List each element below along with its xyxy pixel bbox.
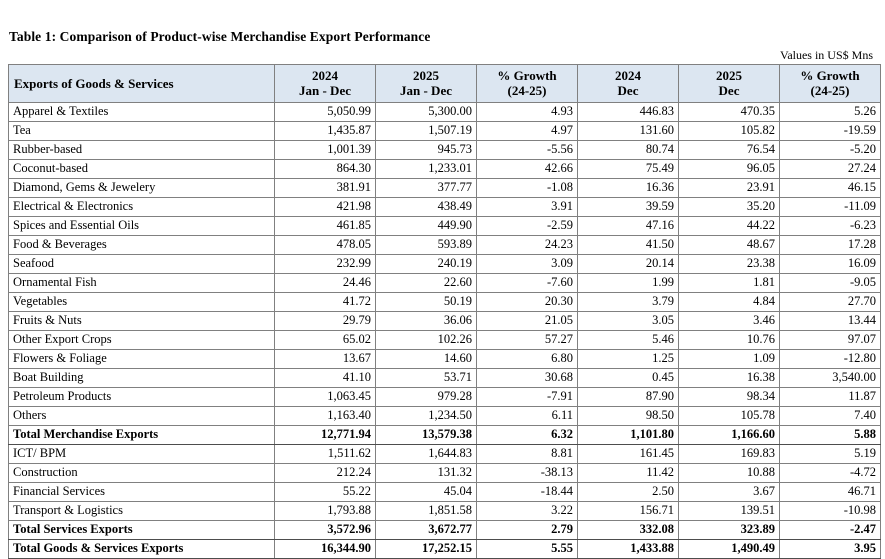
cell-2024-dec: 80.74 <box>578 141 679 160</box>
cell-2025-jan-dec: 5,300.00 <box>376 103 477 122</box>
table-row <box>9 293 881 312</box>
cell-2025-jan-dec: 45.04 <box>376 483 477 502</box>
table-row <box>9 255 881 274</box>
table-row <box>9 464 881 483</box>
cell-2024-jan-dec: 1,001.39 <box>275 141 376 160</box>
cell-2024-jan-dec: 1,793.88 <box>275 502 376 521</box>
column-header-2024-dec <box>578 65 679 103</box>
cell-2025-jan-dec: 14.60 <box>376 350 477 369</box>
cell-growth-annual: -5.56 <box>477 141 578 160</box>
column-header-growth-monthly <box>780 65 881 103</box>
cell-2024-jan-dec: 421.98 <box>275 198 376 217</box>
cell-2025-dec: 96.05 <box>679 160 780 179</box>
cell-growth-monthly: -12.80 <box>780 350 881 369</box>
cell-2025-dec: 44.22 <box>679 217 780 236</box>
cell-2025-dec: 470.35 <box>679 103 780 122</box>
cell-2024-jan-dec: 29.79 <box>275 312 376 331</box>
cell-2025-dec: 1.09 <box>679 350 780 369</box>
cell-growth-monthly: 97.07 <box>780 331 881 350</box>
cell-growth-monthly: 17.28 <box>780 236 881 255</box>
cell-growth-monthly: 16.09 <box>780 255 881 274</box>
cell-2024-jan-dec: 1,063.45 <box>275 388 376 407</box>
cell-2024-jan-dec: 5,050.99 <box>275 103 376 122</box>
column-header-growth-monthly-range: (24-25) <box>810 83 850 98</box>
cell-2024-jan-dec: 212.24 <box>275 464 376 483</box>
column-header-exports-line1: Exports of Goods & Services <box>14 75 174 91</box>
cell-2024-dec: 0.45 <box>578 369 679 388</box>
table-row <box>9 103 881 122</box>
cell-growth-monthly: -9.05 <box>780 274 881 293</box>
table-row <box>9 122 881 141</box>
cell-2024-jan-dec: 16,344.90 <box>275 540 376 559</box>
cell-2025-dec: 3.67 <box>679 483 780 502</box>
cell-2025-dec: 10.88 <box>679 464 780 483</box>
cell-growth-monthly: 3.95 <box>780 540 881 559</box>
cell-2024-dec: 75.49 <box>578 160 679 179</box>
cell-growth-annual: 20.30 <box>477 293 578 312</box>
cell-growth-monthly: -19.59 <box>780 122 881 141</box>
cell-2024-jan-dec: 864.30 <box>275 160 376 179</box>
cell-2025-jan-dec: 22.60 <box>376 274 477 293</box>
cell-2025-dec: 139.51 <box>679 502 780 521</box>
cell-2025-jan-dec: 1,234.50 <box>376 407 477 426</box>
cell-growth-monthly: 46.15 <box>780 179 881 198</box>
table-row <box>9 217 881 236</box>
cell-2025-jan-dec: 240.19 <box>376 255 477 274</box>
cell-2025-jan-dec: 50.19 <box>376 293 477 312</box>
row-label: Diamond, Gems & Jewelery <box>9 179 275 198</box>
cell-2025-dec: 23.91 <box>679 179 780 198</box>
cell-2024-dec: 446.83 <box>578 103 679 122</box>
cell-2025-jan-dec: 945.73 <box>376 141 477 160</box>
cell-2024-jan-dec: 478.05 <box>275 236 376 255</box>
cell-2024-dec: 16.36 <box>578 179 679 198</box>
cell-growth-annual: 4.97 <box>477 122 578 141</box>
cell-2025-jan-dec: 102.26 <box>376 331 477 350</box>
cell-growth-annual: 3.91 <box>477 198 578 217</box>
cell-growth-monthly: -5.20 <box>780 141 881 160</box>
cell-2025-dec: 4.84 <box>679 293 780 312</box>
cell-2024-jan-dec: 41.72 <box>275 293 376 312</box>
cell-2025-dec: 23.38 <box>679 255 780 274</box>
table-row <box>9 483 881 502</box>
column-header-growth-annual-title: % Growth <box>497 68 557 83</box>
cell-growth-monthly: -6.23 <box>780 217 881 236</box>
cell-2024-jan-dec: 1,435.87 <box>275 122 376 141</box>
cell-2025-dec: 35.20 <box>679 198 780 217</box>
table-row <box>9 331 881 350</box>
cell-2024-dec: 3.05 <box>578 312 679 331</box>
table-row <box>9 236 881 255</box>
cell-growth-annual: -7.60 <box>477 274 578 293</box>
row-label: Seafood <box>9 255 275 274</box>
column-header-exports <box>9 65 275 103</box>
row-label: Rubber-based <box>9 141 275 160</box>
cell-2025-dec: 1,490.49 <box>679 540 780 559</box>
cell-2024-dec: 1,101.80 <box>578 426 679 445</box>
cell-2024-jan-dec: 1,163.40 <box>275 407 376 426</box>
cell-2024-jan-dec: 65.02 <box>275 331 376 350</box>
row-label: Petroleum Products <box>9 388 275 407</box>
cell-2024-dec: 20.14 <box>578 255 679 274</box>
table-row <box>9 198 881 217</box>
cell-2025-jan-dec: 593.89 <box>376 236 477 255</box>
cell-2024-dec: 41.50 <box>578 236 679 255</box>
cell-growth-monthly: -10.98 <box>780 502 881 521</box>
cell-2025-jan-dec: 17,252.15 <box>376 540 477 559</box>
cell-2024-jan-dec: 232.99 <box>275 255 376 274</box>
cell-growth-monthly: 5.88 <box>780 426 881 445</box>
cell-2025-jan-dec: 36.06 <box>376 312 477 331</box>
cell-2024-dec: 1,433.88 <box>578 540 679 559</box>
table-row <box>9 540 881 559</box>
cell-2024-jan-dec: 3,572.96 <box>275 521 376 540</box>
cell-growth-monthly: -2.47 <box>780 521 881 540</box>
cell-2024-dec: 5.46 <box>578 331 679 350</box>
cell-growth-annual: 6.32 <box>477 426 578 445</box>
column-header-2024-jan-dec-year: 2024 <box>312 68 338 83</box>
cell-2024-jan-dec: 12,771.94 <box>275 426 376 445</box>
cell-2025-jan-dec: 1,644.83 <box>376 445 477 464</box>
row-label: Ornamental Fish <box>9 274 275 293</box>
cell-2024-jan-dec: 13.67 <box>275 350 376 369</box>
cell-2024-dec: 11.42 <box>578 464 679 483</box>
cell-2025-jan-dec: 1,233.01 <box>376 160 477 179</box>
table-header <box>9 65 881 103</box>
cell-2024-dec: 47.16 <box>578 217 679 236</box>
cell-2024-dec: 98.50 <box>578 407 679 426</box>
cell-growth-annual: -7.91 <box>477 388 578 407</box>
cell-2024-dec: 39.59 <box>578 198 679 217</box>
row-label: Fruits & Nuts <box>9 312 275 331</box>
table-row <box>9 502 881 521</box>
cell-growth-annual: -38.13 <box>477 464 578 483</box>
cell-2025-dec: 1.81 <box>679 274 780 293</box>
cell-2024-dec: 332.08 <box>578 521 679 540</box>
table-row <box>9 388 881 407</box>
cell-2025-dec: 16.38 <box>679 369 780 388</box>
cell-2024-dec: 3.79 <box>578 293 679 312</box>
row-label: Spices and Essential Oils <box>9 217 275 236</box>
row-label: Apparel & Textiles <box>9 103 275 122</box>
cell-growth-annual: -1.08 <box>477 179 578 198</box>
row-label: Others <box>9 407 275 426</box>
cell-growth-annual: 4.93 <box>477 103 578 122</box>
row-label: Total Services Exports <box>9 521 275 540</box>
cell-2025-jan-dec: 131.32 <box>376 464 477 483</box>
cell-2024-jan-dec: 24.46 <box>275 274 376 293</box>
cell-2025-jan-dec: 438.49 <box>376 198 477 217</box>
cell-2025-dec: 76.54 <box>679 141 780 160</box>
cell-2025-dec: 105.82 <box>679 122 780 141</box>
cell-2024-dec: 2.50 <box>578 483 679 502</box>
cell-2025-jan-dec: 53.71 <box>376 369 477 388</box>
cell-2025-dec: 98.34 <box>679 388 780 407</box>
column-header-2025-jan-dec-period: Jan - Dec <box>400 83 452 98</box>
cell-growth-monthly: 3,540.00 <box>780 369 881 388</box>
cell-2024-jan-dec: 1,511.62 <box>275 445 376 464</box>
cell-growth-annual: 6.80 <box>477 350 578 369</box>
cell-2024-dec: 131.60 <box>578 122 679 141</box>
cell-2024-dec: 156.71 <box>578 502 679 521</box>
row-label: Flowers & Foliage <box>9 350 275 369</box>
row-label: Total Goods & Services Exports <box>9 540 275 559</box>
cell-growth-annual: 3.09 <box>477 255 578 274</box>
table-row <box>9 445 881 464</box>
cell-growth-monthly: -11.09 <box>780 198 881 217</box>
cell-2025-dec: 10.76 <box>679 331 780 350</box>
row-label: ICT/ BPM <box>9 445 275 464</box>
cell-growth-annual: -18.44 <box>477 483 578 502</box>
cell-growth-monthly: 5.19 <box>780 445 881 464</box>
cell-growth-monthly: 27.70 <box>780 293 881 312</box>
cell-2025-jan-dec: 1,507.19 <box>376 122 477 141</box>
cell-2025-dec: 3.46 <box>679 312 780 331</box>
row-label: Electrical & Electronics <box>9 198 275 217</box>
column-header-growth-annual-range: (24-25) <box>507 83 547 98</box>
table-row <box>9 160 881 179</box>
units-note: Values in US$ Mns <box>779 48 873 62</box>
table-row <box>9 369 881 388</box>
cell-2025-jan-dec: 979.28 <box>376 388 477 407</box>
column-header-2025-jan-dec-year: 2025 <box>413 68 439 83</box>
cell-growth-monthly: 13.44 <box>780 312 881 331</box>
table-body <box>9 103 881 559</box>
cell-growth-annual: 30.68 <box>477 369 578 388</box>
table-row <box>9 407 881 426</box>
cell-growth-monthly: 46.71 <box>780 483 881 502</box>
cell-growth-monthly: 5.26 <box>780 103 881 122</box>
table-row <box>9 141 881 160</box>
column-header-2025-dec-period: Dec <box>718 83 740 98</box>
cell-2025-dec: 105.78 <box>679 407 780 426</box>
column-header-2024-dec-year: 2024 <box>615 68 641 83</box>
cell-growth-monthly: -4.72 <box>780 464 881 483</box>
table-row <box>9 179 881 198</box>
cell-growth-annual: 57.27 <box>477 331 578 350</box>
export-performance-table <box>8 64 881 559</box>
cell-2024-jan-dec: 381.91 <box>275 179 376 198</box>
cell-growth-monthly: 27.24 <box>780 160 881 179</box>
cell-2025-jan-dec: 1,851.58 <box>376 502 477 521</box>
column-header-2025-dec <box>679 65 780 103</box>
cell-growth-annual: 24.23 <box>477 236 578 255</box>
table-row <box>9 274 881 293</box>
cell-2025-dec: 323.89 <box>679 521 780 540</box>
cell-growth-annual: 2.79 <box>477 521 578 540</box>
cell-2025-dec: 1,166.60 <box>679 426 780 445</box>
cell-2025-jan-dec: 377.77 <box>376 179 477 198</box>
row-label: Other Export Crops <box>9 331 275 350</box>
column-header-2025-dec-year: 2025 <box>716 68 742 83</box>
cell-growth-annual: -2.59 <box>477 217 578 236</box>
row-label: Coconut-based <box>9 160 275 179</box>
row-label: Food & Beverages <box>9 236 275 255</box>
cell-2024-dec: 161.45 <box>578 445 679 464</box>
row-label: Transport & Logistics <box>9 502 275 521</box>
column-header-2024-jan-dec-period: Jan - Dec <box>299 83 351 98</box>
table-row <box>9 426 881 445</box>
row-label: Total Merchandise Exports <box>9 426 275 445</box>
cell-2025-jan-dec: 449.90 <box>376 217 477 236</box>
table-row <box>9 521 881 540</box>
table-header-row <box>9 65 881 103</box>
cell-growth-annual: 21.05 <box>477 312 578 331</box>
cell-2025-dec: 169.83 <box>679 445 780 464</box>
cell-growth-annual: 6.11 <box>477 407 578 426</box>
row-label: Construction <box>9 464 275 483</box>
cell-growth-annual: 42.66 <box>477 160 578 179</box>
page-title: Table 1: Comparison of Product-wise Merchandise Export Performance <box>9 29 431 44</box>
row-label: Vegetables <box>9 293 275 312</box>
cell-2025-jan-dec: 13,579.38 <box>376 426 477 445</box>
cell-2024-jan-dec: 55.22 <box>275 483 376 502</box>
row-label: Boat Building <box>9 369 275 388</box>
column-header-2024-jan-dec <box>275 65 376 103</box>
cell-2024-jan-dec: 41.10 <box>275 369 376 388</box>
cell-2024-dec: 1.99 <box>578 274 679 293</box>
cell-2024-jan-dec: 461.85 <box>275 217 376 236</box>
column-header-growth-monthly-title: % Growth <box>800 68 860 83</box>
cell-growth-annual: 8.81 <box>477 445 578 464</box>
row-label: Tea <box>9 122 275 141</box>
row-label: Financial Services <box>9 483 275 502</box>
cell-growth-monthly: 11.87 <box>780 388 881 407</box>
cell-2025-dec: 48.67 <box>679 236 780 255</box>
cell-2024-dec: 87.90 <box>578 388 679 407</box>
cell-growth-annual: 3.22 <box>477 502 578 521</box>
column-header-growth-annual <box>477 65 578 103</box>
cell-2025-jan-dec: 3,672.77 <box>376 521 477 540</box>
cell-growth-monthly: 7.40 <box>780 407 881 426</box>
cell-growth-annual: 5.55 <box>477 540 578 559</box>
column-header-2025-jan-dec <box>376 65 477 103</box>
table-row <box>9 350 881 369</box>
column-header-2024-dec-period: Dec <box>617 83 639 98</box>
table-row <box>9 312 881 331</box>
cell-2024-dec: 1.25 <box>578 350 679 369</box>
